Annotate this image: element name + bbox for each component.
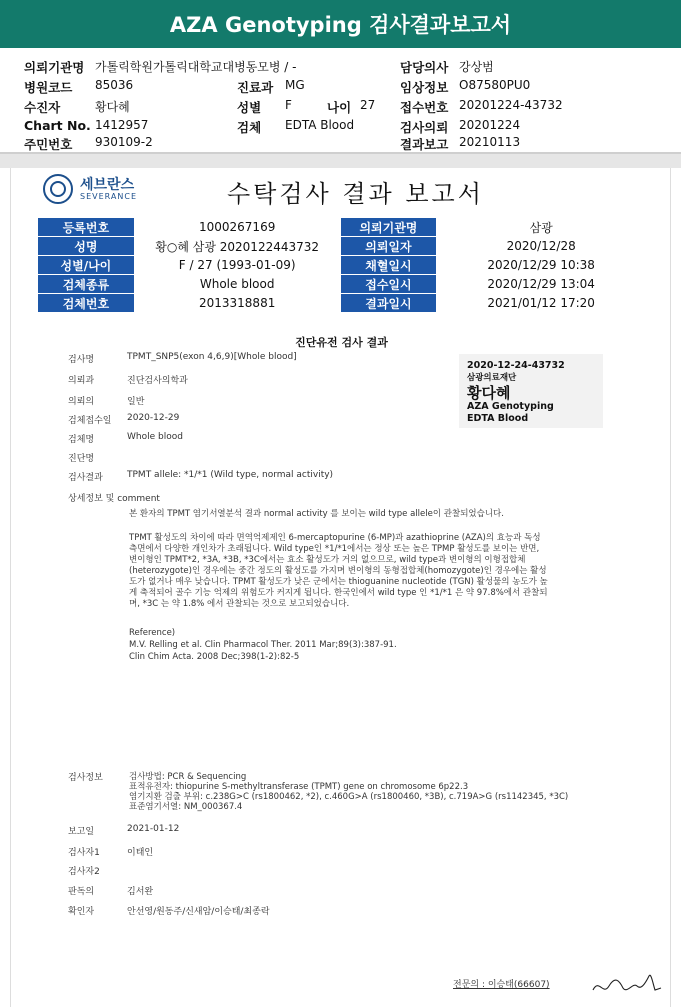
signoff-label: 보고일 bbox=[68, 827, 95, 837]
summary-value: 85036 bbox=[95, 78, 134, 92]
field-value: 일반 bbox=[127, 397, 145, 407]
patient-info-table bbox=[37, 217, 646, 313]
summary-row bbox=[0, 95, 681, 115]
info-table-value: 1000267169 bbox=[134, 218, 340, 237]
summary-label: 진료과 bbox=[237, 80, 274, 95]
info-table-value: 2020/12/28 bbox=[437, 237, 646, 256]
summary-value: 930109-2 bbox=[95, 135, 153, 149]
field-label: 검사명 bbox=[68, 355, 95, 365]
info-table-row bbox=[38, 275, 646, 294]
info-table-row bbox=[38, 256, 646, 275]
comment-body: TPMT 활성도의 차이에 따라 면역억제제인 6-mercaptopurine (6-MP)과 azathioprine (AZA)의 효능과 독성 측면에서 다양한 개인차가 초래됩니다. Wild type인 *1/*1에서는 정상 또는 높은 TPMP 활성도를 보이는 반면, 변이형인 TPMT*2, *3A, *3B, *3C에서는 효소 활성도가 거의 없으므로, wild type과 변이형의 이형접합체 (heterozygote)인 경우에는 중간 정도의 활성도를 가지며 변이형의 동형접합체(homozygote)인 경우에는 활성도가 없거나 매우 낮습니다. TPMT 활성도가 낮은 군에서는 thioguanine nucleotide (TGN) 활성물의 농도가 높게 축적되어 골수 기능 억제의 위험도가 커지게 됩니다. 한국인에서 wild type 인 *1/*1 은 약 97.8%에서 관찰되며, *3C 는 약 1.8% 에서 관찰되는 것으로 보고되었습니다. bbox=[129, 533, 548, 609]
summary-label: 담당의사 bbox=[400, 60, 449, 75]
summary-row bbox=[0, 132, 681, 152]
info-table-value: 2020/12/29 13:04 bbox=[437, 275, 646, 294]
signoff-value: 2021-01-12 bbox=[127, 824, 180, 834]
info-table-row bbox=[38, 218, 646, 237]
summary-label: Chart No. bbox=[24, 118, 91, 133]
info-table-header: 결과일시 bbox=[340, 294, 437, 313]
summary-value: 20210113 bbox=[459, 135, 521, 149]
summary-row bbox=[0, 55, 681, 75]
sample-label-stamp bbox=[459, 354, 603, 428]
summary-label: 접수번호 bbox=[400, 100, 449, 115]
info-table-header: 검체종류 bbox=[38, 275, 135, 294]
brand-name-english: SEVERANCE bbox=[80, 192, 137, 201]
info-table-header: 성명 bbox=[38, 237, 135, 256]
info-table-header: 의뢰기관명 bbox=[340, 218, 437, 237]
section-title: 진단유전 검사 결과 bbox=[295, 336, 388, 349]
summary-label: 병원코드 bbox=[24, 80, 73, 95]
signoff-value: 김서완 bbox=[127, 887, 154, 897]
info-table-header: 접수일시 bbox=[340, 275, 437, 294]
stamp-line: 황다혜 bbox=[467, 384, 511, 402]
signature-icon bbox=[589, 968, 665, 998]
summary-value: 황다혜 bbox=[95, 100, 130, 114]
field-value: TPMT allele: *1/*1 (Wild type, normal activity) bbox=[127, 470, 334, 480]
info-table-header: 의뢰일자 bbox=[340, 237, 437, 256]
summary-row bbox=[0, 75, 681, 95]
summary-label: 검사의뢰 bbox=[400, 120, 449, 135]
summary-value: 1412957 bbox=[95, 118, 149, 132]
info-table-header: 채혈일시 bbox=[340, 256, 437, 275]
info-line: 염기지환 검출 부위: c.238G>C (rs1800462, *2), c.460G>A (rs1800460, *3B), c.719A>G (rs1142345, *3C) bbox=[129, 792, 569, 802]
summary-label: 결과보고 bbox=[400, 137, 449, 152]
field-value: 진단검사의학과 bbox=[127, 376, 188, 386]
info-table-value: 2021/01/12 17:20 bbox=[437, 294, 646, 313]
report-header-bar bbox=[0, 0, 681, 48]
field-label: 의뢰의 bbox=[68, 397, 95, 407]
stamp-line: 2020-12-24-43732 bbox=[467, 360, 565, 371]
field-label: 의뢰과 bbox=[68, 376, 95, 386]
info-table-value: Whole blood bbox=[134, 275, 340, 294]
summary-section bbox=[0, 48, 681, 152]
field-label: 검체접수일 bbox=[68, 416, 112, 426]
summary-label: 의뢰기관명 bbox=[24, 60, 85, 75]
info-line: 검사방법: PCR & Sequencing bbox=[129, 772, 247, 782]
stamp-line: 삼광의료재단 bbox=[467, 373, 517, 383]
stamp-line: AZA Genotyping bbox=[467, 401, 554, 412]
comment-summary: 본 환자의 TPMT 염기서열분석 결과 normal activity 를 보이는 wild type allele이 관찰되었습니다. bbox=[129, 509, 504, 519]
signoff-label: 검사자1 bbox=[68, 848, 100, 858]
info-table-header: 검체번호 bbox=[38, 294, 135, 313]
summary-label: 임상정보 bbox=[400, 80, 449, 95]
signoff-label: 검사자2 bbox=[68, 867, 100, 877]
info-table-header: 성별/나이 bbox=[38, 256, 135, 275]
page-gap bbox=[0, 154, 681, 168]
summary-value: 20201224-43732 bbox=[459, 98, 563, 112]
summary-value: EDTA Blood bbox=[285, 118, 355, 132]
signoff-value: 안선영/원동주/신새암/이승태/최종락 bbox=[127, 907, 270, 917]
info-table-row bbox=[38, 294, 646, 313]
field-value: 2020-12-29 bbox=[127, 413, 180, 423]
info-table-header: 등록번호 bbox=[38, 218, 135, 237]
info-table-row bbox=[38, 237, 646, 256]
field-value: TPMT_SNP5(exon 4,6,9)[Whole blood] bbox=[127, 352, 297, 362]
info-table-value: 2013318881 bbox=[134, 294, 340, 313]
summary-label: 나이 bbox=[327, 100, 352, 115]
field-value: Whole blood bbox=[127, 432, 183, 442]
summary-value: F bbox=[285, 98, 292, 112]
summary-label: 성별 bbox=[237, 100, 262, 115]
info-line: 표적유전자: thiopurine S-methyltransferase (TPMT) gene on chromosome 6p22.3 bbox=[129, 782, 469, 792]
field-label: 진단명 bbox=[68, 454, 95, 464]
info-label: 검사정보 bbox=[68, 773, 103, 783]
reference-label: Reference) bbox=[129, 628, 176, 638]
info-table-value: 삼광 bbox=[437, 218, 646, 237]
field-label: 검체명 bbox=[68, 435, 95, 445]
summary-value: MG bbox=[285, 78, 305, 92]
summary-label: 수진자 bbox=[24, 100, 61, 115]
summary-value: 20201224 bbox=[459, 118, 521, 132]
stamp-line: EDTA Blood bbox=[467, 413, 529, 424]
field-label: 검사결과 bbox=[68, 473, 103, 483]
summary-value: O87580PU0 bbox=[459, 78, 531, 92]
summary-value: 27 bbox=[360, 98, 376, 112]
summary-label: 검체 bbox=[237, 120, 262, 135]
specialist-contact: 전문의 : 이승태(66607) bbox=[453, 980, 550, 990]
summary-value: 가톨릭학원가톨릭대학교대병동모병 / - bbox=[95, 60, 297, 74]
summary-label: 주민번호 bbox=[24, 137, 73, 152]
detail-label: 상세정보 및 comment bbox=[68, 494, 160, 504]
severance-logo-icon bbox=[43, 174, 73, 204]
reference-item: M.V. Relling et al. Clin Pharmacol Ther. 2011 Mar;89(3):387-91. bbox=[129, 640, 397, 650]
signoff-value: 이태인 bbox=[127, 848, 154, 858]
report-header-title: AZA Genotyping 검사결과보고서 bbox=[169, 13, 512, 37]
summary-value: 강상범 bbox=[459, 60, 494, 74]
scanned-report bbox=[10, 168, 671, 1007]
document-title: 수탁검사 결과 보고서 bbox=[227, 180, 484, 208]
info-table-value: 2020/12/29 10:38 bbox=[437, 256, 646, 275]
info-line: 표준염기서열: NM_000367.4 bbox=[129, 802, 243, 812]
info-table-value: 황○혜 삼광 2020122443732 bbox=[134, 237, 340, 256]
signoff-label: 판독의 bbox=[68, 887, 95, 897]
info-table-value: F / 27 (1993-01-09) bbox=[134, 256, 340, 275]
signoff-label: 확인자 bbox=[68, 907, 95, 917]
brand-name: 세브란스 bbox=[80, 177, 135, 193]
reference-item: Clin Chim Acta. 2008 Dec;398(1-2):82-5 bbox=[129, 652, 300, 662]
